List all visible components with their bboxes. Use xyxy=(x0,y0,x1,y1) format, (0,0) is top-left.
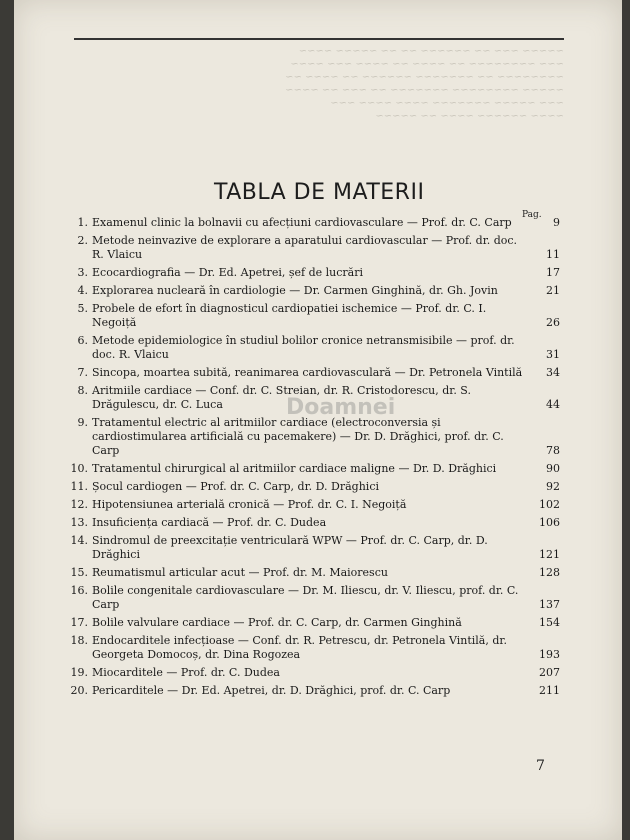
entry-title: Reumatismul articular acut — Prof. dr. M. Maiorescu xyxy=(92,566,388,579)
entry-number: 9. xyxy=(77,416,88,429)
entry-page-number: 207 xyxy=(539,666,560,679)
entry-title: Sincopa, moartea subită, reanimarea cardiovasculară — Dr. Petronela Vintilă xyxy=(92,366,523,379)
toc-entry xyxy=(66,480,560,494)
page-title: TABLA DE MATERII xyxy=(214,180,425,205)
show-through-text: ~~~~~ ~~~ ~~ ~~~~~~ ~~ ~~ ~~~~~ ~~~~ ~~~ ~~~~~~~~ ~~ ~~~~ ~~ ~~~~ ~~~ ~~~~ ~~~~~~~~ ~~ ~~~~~~~ ~~~~~~ ~~ ~~~~ ~~ ~~~~~ ~~~~~~~~ ~~~~~~~ ~~ ~~~ ~~ ~~~~ ~~~ ~~~~~ ~~~~~~~ ~~~~ ~~~~ ~~~ ~~~~ ~~~~~~ ~~~~ ~~ ~~~~~ xyxy=(285,46,564,122)
entry-page-number: 9 xyxy=(553,216,560,229)
entry-title: Hipotensiunea arterială cronică — Prof. dr. C. I. Negoiță xyxy=(92,498,407,511)
toc-entry xyxy=(66,666,560,680)
entry-title: Pericarditele — Dr. Ed. Apetrei, dr. D. Drăghici, prof. dr. C. Carp xyxy=(92,684,451,697)
entry-number: 7. xyxy=(77,366,88,379)
top-rule xyxy=(74,38,564,40)
entry-page-number: 78 xyxy=(546,444,560,457)
entry-number: 12. xyxy=(70,498,88,511)
entry-number: 4. xyxy=(77,284,88,297)
entry-number: 13. xyxy=(70,516,88,529)
toc-entry xyxy=(66,534,560,562)
entry-number: 5. xyxy=(77,302,88,315)
entry-number: 6. xyxy=(77,334,88,347)
toc-entry xyxy=(66,416,560,458)
entry-title: Aritmiile cardiace — Conf. dr. C. Streian, dr. R. Cristodorescu, dr. S. Drăgulescu, dr. C. Luca xyxy=(92,384,471,411)
entry-page-number: 92 xyxy=(546,480,560,493)
toc-entry xyxy=(66,284,560,298)
entry-page-number: 154 xyxy=(539,616,560,629)
toc-entry xyxy=(66,684,560,698)
entry-page-number: 26 xyxy=(546,316,560,329)
entry-page-number: 121 xyxy=(539,548,560,561)
entry-title: Metode neinvazive de explorare a aparatului cardiovascular — Prof. dr. doc. R. Vlaicu xyxy=(92,234,518,261)
entry-number: 15. xyxy=(70,566,88,579)
entry-page-number: 137 xyxy=(539,598,560,611)
entry-number: 16. xyxy=(70,584,88,597)
toc-entry xyxy=(66,634,560,662)
entry-page-number: 34 xyxy=(546,366,560,379)
entry-page-number: 211 xyxy=(539,684,560,697)
entry-page-number: 31 xyxy=(546,348,560,361)
entry-number: 8. xyxy=(77,384,88,397)
page-column-label: Pag. xyxy=(522,210,542,220)
entry-number: 2. xyxy=(77,234,88,247)
entry-number: 17. xyxy=(70,616,88,629)
entry-number: 1. xyxy=(77,216,88,229)
book-page xyxy=(14,0,622,840)
toc-entry xyxy=(66,462,560,476)
entry-number: 11. xyxy=(70,480,88,493)
entry-title: Miocarditele — Prof. dr. C. Dudea xyxy=(92,666,280,679)
entry-number: 20. xyxy=(70,684,88,697)
entry-page-number: 193 xyxy=(539,648,560,661)
table-of-contents xyxy=(66,216,560,702)
toc-entry xyxy=(66,266,560,280)
entry-title: Șocul cardiogen — Prof. dr. C. Carp, dr. D. Drăghici xyxy=(92,480,379,493)
entry-title: Metode epidemiologice în studiul bolilor cronice netransmisibile — prof. dr. doc. R. Vlaicu xyxy=(92,334,515,361)
entry-page-number: 128 xyxy=(539,566,560,579)
entry-number: 19. xyxy=(70,666,88,679)
entry-title: Endocarditele infecțioase — Conf. dr. R. Petrescu, dr. Petronela Vintilă, dr. Georgeta Domocoș, dr. Dina Rogozea xyxy=(92,634,507,661)
entry-title: Tratamentul electric al aritmiilor cardiace (electroconversia și cardiostimularea artificială cu pacemakere) — Dr. D. Drăghici, prof. dr. C. Carp xyxy=(92,416,504,457)
toc-entry xyxy=(66,584,560,612)
entry-number: 18. xyxy=(70,634,88,647)
entry-title: Sindromul de preexcitație ventriculară WPW — Prof. dr. C. Carp, dr. D. Drăghici xyxy=(92,534,488,561)
toc-entry xyxy=(66,234,560,262)
entry-title: Bolile congenitale cardiovasculare — Dr. M. Iliescu, dr. V. Iliescu, prof. dr. C. Carp xyxy=(92,584,519,611)
toc-entry xyxy=(66,366,560,380)
entry-page-number: 21 xyxy=(546,284,560,297)
entry-number: 3. xyxy=(77,266,88,279)
toc-entry xyxy=(66,616,560,630)
entry-number: 14. xyxy=(70,534,88,547)
entry-page-number: 106 xyxy=(539,516,560,529)
toc-entry xyxy=(66,516,560,530)
entry-page-number: 102 xyxy=(539,498,560,511)
watermark: Doamnei xyxy=(286,395,396,420)
toc-entry xyxy=(66,334,560,362)
page-number: 7 xyxy=(536,758,545,774)
entry-title: Ecocardiografia — Dr. Ed. Apetrei, șef de lucrări xyxy=(92,266,363,279)
entry-page-number: 90 xyxy=(546,462,560,475)
toc-entry xyxy=(66,302,560,330)
entry-title: Examenul clinic la bolnavii cu afecțiuni cardiovasculare — Prof. dr. C. Carp xyxy=(92,216,512,229)
entry-number: 10. xyxy=(70,462,88,475)
toc-entry xyxy=(66,566,560,580)
entry-page-number: 11 xyxy=(546,248,560,261)
entry-title: Probele de efort în diagnosticul cardiopatiei ischemice — Prof. dr. C. I. Negoiță xyxy=(92,302,487,329)
entry-title: Tratamentul chirurgical al aritmiilor cardiace maligne — Dr. D. Drăghici xyxy=(92,462,497,475)
entry-page-number: 17 xyxy=(546,266,560,279)
entry-page-number: 44 xyxy=(546,398,560,411)
entry-title: Explorarea nucleară în cardiologie — Dr. Carmen Ginghină, dr. Gh. Jovin xyxy=(92,284,498,297)
toc-entry xyxy=(66,498,560,512)
entry-title: Insuficiența cardiacă — Prof. dr. C. Dudea xyxy=(92,516,327,529)
entry-title: Bolile valvulare cardiace — Prof. dr. C. Carp, dr. Carmen Ginghină xyxy=(92,616,462,629)
toc-entry xyxy=(66,216,560,230)
